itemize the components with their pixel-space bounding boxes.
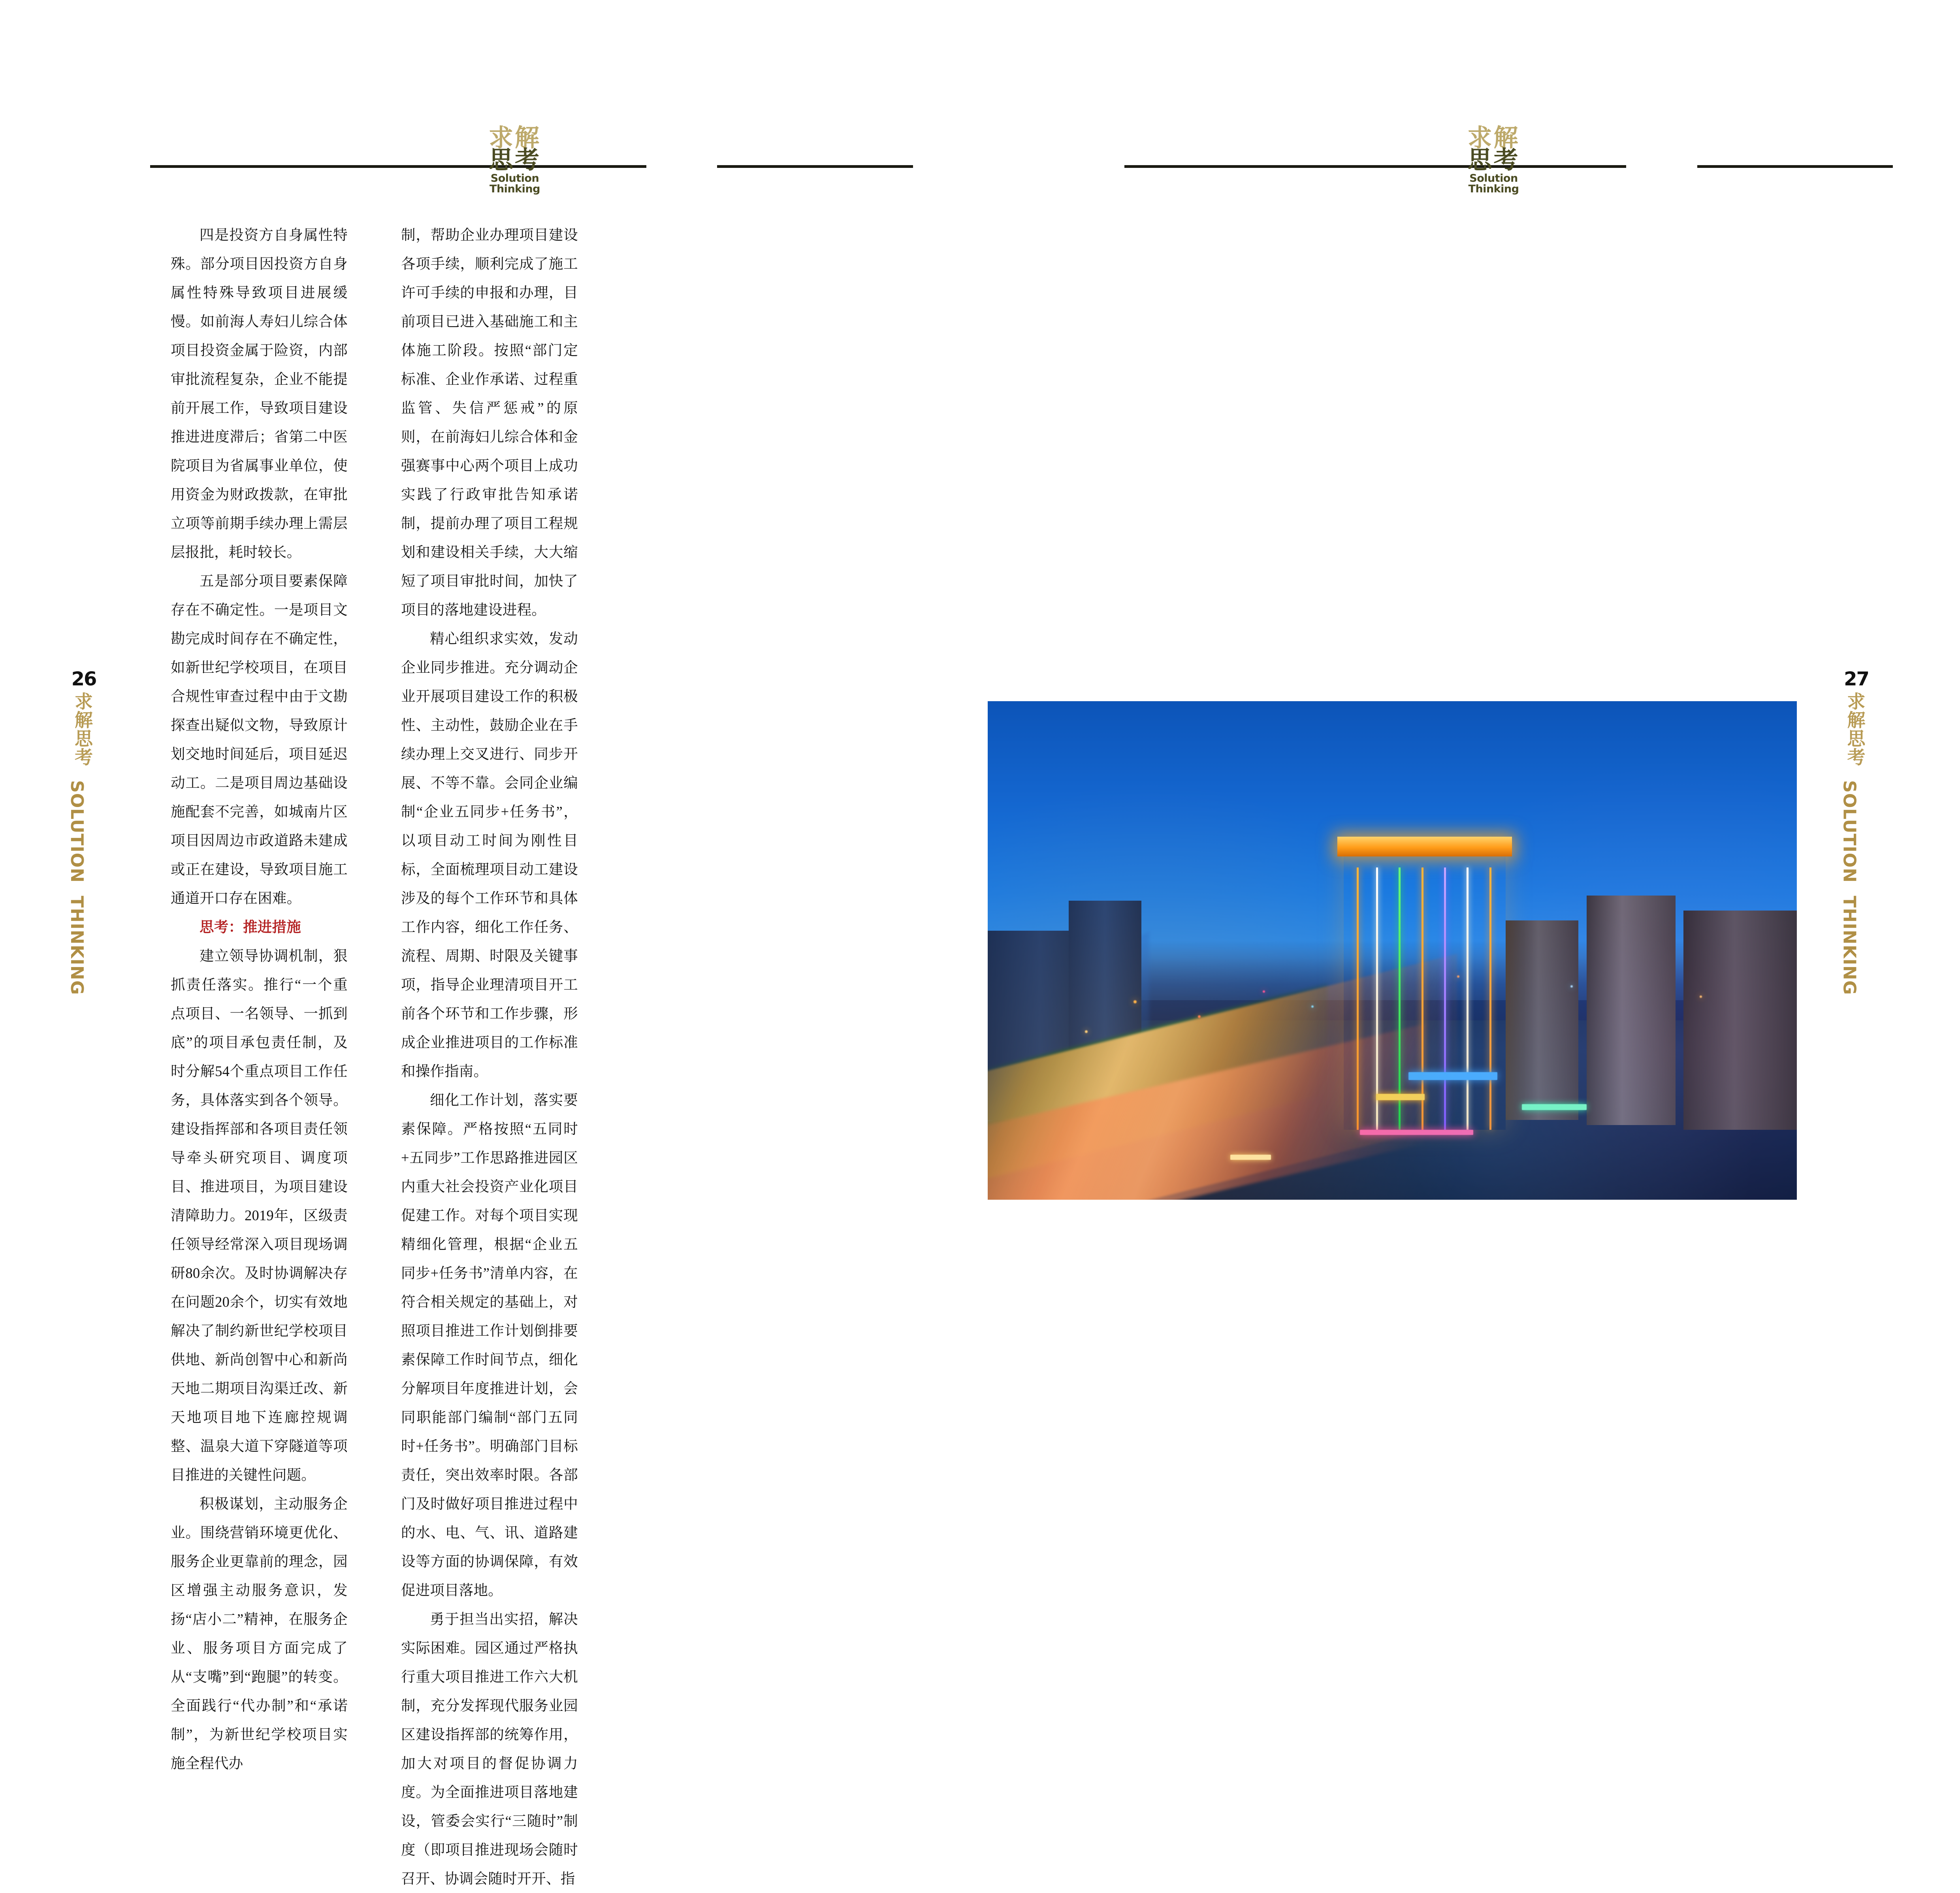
header-logo-en: Solution Thinking	[467, 173, 562, 194]
photo-light-point	[1311, 1005, 1314, 1008]
header-logo-cn-top: 求解	[467, 126, 562, 150]
paragraph: 制，帮助企业办理项目建设各项手续，顺利完成了施工许可手续的申报和办理，目前项目已进入基础施工和主体施工阶段。按照“部门定标准、企业作承诺、过程重监管、失信严惩戒”的原则，在前海妇儿综合体和金强赛事中心两个项目上成功实践了行政审批告知承诺制，提前办理了项目工程规划和建设相关手续，大大缩短了项目审批时间，加快了项目的落地建设进程。	[401, 220, 578, 624]
edge-page-marker-right	[1841, 670, 1872, 995]
edge-brand-cn: 求解思考	[1841, 692, 1872, 767]
photo-tower-crown-lights	[1337, 837, 1512, 856]
photo-canvas	[988, 701, 1797, 1200]
paragraph: 细化工作计划，落实要素保障。严格按照“五同时+五同步”工作思路推进园区内重大社会投资产业化项目促建工作。对每个项目实现精细化管理，根据“企业五同步+任务书”清单内容，在符合相关规定的基础上，对照项目推进工作计划倒排要素保障工作时间节点，细化分解项目年度推进计划，会同职能部门编制“部门五同时+任务书”。明确部门目标责任，突出效率时限。各部门及时做好项目推进过程中的水、电、气、讯、道路建设等方面的协调保障，有效促进项目落地。	[401, 1086, 578, 1605]
photo-neon-sign-yellow	[1376, 1094, 1425, 1100]
photo-tower-stripe-orange-2	[1422, 867, 1423, 1130]
photo-tower-stripe-white-1	[1376, 867, 1378, 1130]
photo-light-point	[1085, 1030, 1088, 1033]
paragraph: 精心组织求实效，发动企业同步推进。充分调动企业开展项目建设工作的积极性、主动性，鼓励企业在手续办理上交叉进行、同步开展、不等不靠。会同企业编制“企业五同步+任务书”，以项目动工时间为刚性目标，全面梳理项目动工建设涉及的每个工作环节和具体工作内容，细化工作任务、流程、周期、时限及关键事项，指导企业理清项目开工前各个环节和工作步骤，形成企业推进项目的工作标准和操作指南。	[401, 624, 578, 1086]
section-heading-thinking: 思考：推进措施	[171, 913, 348, 941]
header-logo-cn-bottom: 思考	[467, 148, 562, 172]
photo-tower-stripe-white-2	[1467, 867, 1469, 1130]
header-logo	[467, 126, 562, 194]
page-header-left	[0, 126, 980, 193]
photo-tower-stripe-violet	[1444, 867, 1446, 1130]
edge-brand-cn: 求解思考	[68, 692, 100, 767]
header-logo-cn-bottom: 思考	[1446, 148, 1541, 172]
photo-tower-stripe-orange-3	[1489, 867, 1491, 1130]
paragraph: 建立领导协调机制，狠抓责任落实。推行“一个重点项目、一名领导、一抓到底”的项目承包责任制，及时分解54个重点项目工作任务，具体落实到各个领导。建设指挥部和各项目责任领导牵头研究项目、调度项目、推进项目，为项目建设清障助力。2019年，区级责任领导经常深入项目现场调研80余次。及时协调解决存在问题20余个，切实有效地解决了制约新世纪学校项目供地、新尚创智中心和新尚天地二期项目沟渠迁改、新天地项目地下连廊控规调整、温泉大道下穿隧道等项目推进的关键性问题。	[171, 941, 348, 1489]
photo-light-point	[1700, 995, 1702, 998]
photo-neon-sign-blue	[1408, 1072, 1497, 1080]
edge-brand-en: SOLUTION THINKING	[1841, 780, 1858, 995]
photo-neon-sign-green	[1522, 1104, 1587, 1110]
text-columns-left	[171, 220, 809, 1200]
paragraph: 四是投资方自身属性特殊。部分项目因投资方自身属性特殊导致项目进展缓慢。如前海人寿妇儿综合体项目投资金属于险资，内部审批流程复杂，企业不能提前开展工作，导致项目建设推进进度滞后；省第二中医院项目为省属事业单位，使用资金为财政拨款，在审批立项等前期手续办理上需层层报批，耗时较长。	[171, 220, 348, 566]
photo-light-point	[1457, 975, 1459, 978]
photo-neon-sign-pink	[1360, 1130, 1473, 1135]
photo-light-point	[1570, 985, 1573, 988]
photo-building-d	[1683, 911, 1797, 1130]
column-2	[401, 220, 578, 1200]
header-rule-left-segment	[1124, 165, 1627, 168]
header-rule-right-segment	[717, 165, 913, 168]
photo-tower-stripe-orange-1	[1357, 867, 1359, 1130]
edge-brand-en: SOLUTION THINKING	[68, 780, 85, 995]
page-header-right	[980, 126, 1960, 193]
header-rule-left-segment	[150, 165, 646, 168]
column-1	[171, 220, 348, 1200]
header-rule-right-segment	[1697, 165, 1893, 168]
photo-building-b	[1506, 920, 1578, 1120]
header-logo-en: Solution Thinking	[1446, 173, 1541, 194]
page-number: 26	[68, 670, 100, 689]
paragraph: 五是部分项目要素保障存在不确定性。一是项目文勘完成时间存在不确定性，如新世纪学校项目，在项目合规性审查过程中由于文勘探查出疑似文物，导致原计划交地时间延后，项目延迟动工。二是项目周边基础设施配套不完善，如城南片区项目因周边市政道路未建成或正在建设，导致项目施工通道开口存在困难。	[171, 566, 348, 913]
header-logo	[1446, 126, 1541, 194]
edge-page-marker-left	[68, 670, 100, 995]
paragraph: 积极谋划，主动服务企业。围绕营销环境更优化、服务企业更靠前的理念，园区增强主动服务意识，发扬“店小二”精神，在服务企业、服务项目方面完成了从“支嘴”到“跑腿”的转变。全面践行“代办制”和“承诺制”，为新世纪学校项目实施全程代办	[171, 1489, 348, 1778]
photo-building-c	[1587, 896, 1676, 1125]
photo-storefront-light	[1230, 1155, 1271, 1160]
page-left	[0, 0, 980, 1330]
photo-tower-stripe-green	[1399, 867, 1401, 1130]
night-cityscape-photo	[988, 701, 1797, 1200]
paragraph: 勇于担当出实招，解决实际困难。园区通过严格执行重大项目推进工作六大机制，充分发挥现代服务业园区建设指挥部的统筹作用，加大对项目的督促协调力度。为全面推进项目落地建设，管委会实行“三随时”制度（即项目推进现场会随时召开、协调会随时开开、指	[401, 1605, 578, 1893]
photo-light-point	[1133, 1000, 1137, 1003]
photo-main-tower	[1344, 851, 1506, 1130]
column-3-empty	[631, 220, 808, 1200]
header-logo-cn-top: 求解	[1446, 126, 1541, 150]
page-number: 27	[1841, 670, 1872, 689]
